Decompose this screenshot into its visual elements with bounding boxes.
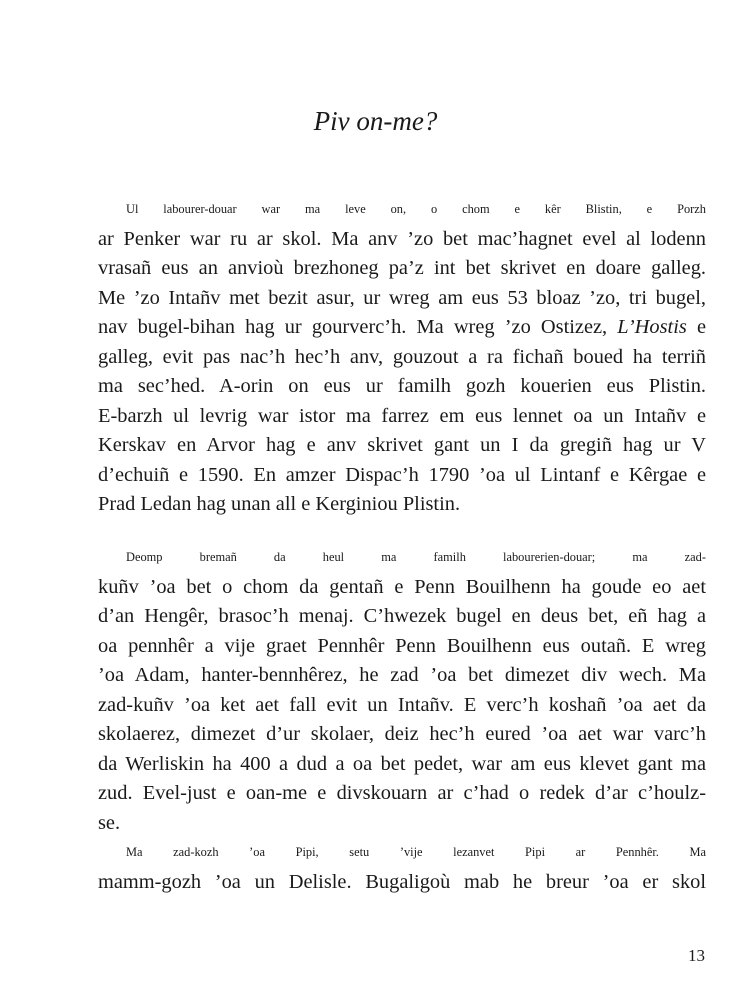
text-line: ar Penker war ru ar skol. Ma anv ’zo bet mac’hagnet evel al lodenn	[98, 227, 706, 250]
paragraph-3	[98, 838, 706, 897]
paragraph-1	[98, 195, 706, 520]
text-line: kuñv ’oa bet o chom da gentañ e Penn Bouilhenn ha goude eo aet	[98, 575, 706, 598]
text-segment: nav bugel-bihan hag ur gourverc’h. Ma wreg ’zo Ostizez,	[98, 316, 618, 338]
text-line: se.	[98, 811, 121, 834]
text-line: mamm-gozh ’oa un Delisle. Bugaligoù mab he breur ’oa er skol	[98, 870, 706, 893]
text-line: E-barzh ul levrig war istor ma farrez em eus lennet oa un Intañv e	[98, 404, 706, 427]
text-line: d’echuiñ e 1590. En amzer Dispac’h 1790 ’oa ul Lintanf e Kêrgae e	[98, 463, 706, 486]
text-line: Kerskav en Arvor hag e anv skrivet gant un I da gregiñ hag ur V	[98, 434, 706, 456]
text-line: galleg, evit pas nac’h hec’h anv, gouzout a ra fichañ boued ha terriñ	[98, 345, 706, 368]
text-line: ma sec’hed. A-orin on eus ur familh gozh kouerien eus Plistin.	[98, 375, 706, 397]
text-line: Ma zad-kozh ’oa Pipi, setu ’vije lezanvet Pipi ar Pennhêr. Ma	[126, 845, 706, 859]
text-line: Me ’zo Intañv met bezit asur, ur wreg am eus 53 bloaz ’zo, tri bugel,	[98, 286, 706, 309]
text-line: da Werliskin ha 400 a dud a oa bet pedet, war am eus klevet gant ma	[98, 752, 706, 775]
text-line: skolaerez, dimezet d’ur skolaer, deiz hec’h eured ’oa aet war varc’h	[98, 723, 706, 745]
italic-name: L’Hostis	[617, 316, 687, 338]
page-number: 13	[688, 946, 705, 965]
text-line: Deomp bremañ da heul ma familh labourerien-douar; ma zad-	[126, 550, 706, 564]
text-line: oa pennhêr a vije graet Pennhêr Penn Bouilhenn eus outañ. E wreg	[98, 634, 706, 657]
text-line: vrasañ eus an anvioù brezhoneg pa’z int bet skrivet en doare galleg.	[98, 257, 706, 279]
text-segment: e	[686, 316, 706, 338]
text-line: Prad Ledan hag unan all e Kerginiou Plistin.	[98, 493, 461, 515]
text-line: zad-kuñv ’oa ket aet fall evit un Intañv. E verc’h koshañ ’oa aet da	[98, 693, 706, 716]
chapter-title: Piv on-me?	[313, 106, 438, 136]
text-line: ’oa Adam, hanter-bennhêrez, he zad ’oa bet dimezet div wech. Ma	[98, 664, 706, 686]
text-line: Ul labourer-douar war ma leve on, o chom e kêr Blistin, e Porzh	[126, 202, 706, 216]
paragraph-2	[98, 543, 706, 838]
text-line: zud. Evel-just e oan-me e divskouarn ar c’had o redek d’ar c’houlz-	[98, 782, 706, 804]
text-line	[98, 313, 706, 343]
text-line: d’an Hengêr, brasoc’h menaj. C’hwezek bugel en deus bet, eñ hag a	[98, 605, 706, 627]
